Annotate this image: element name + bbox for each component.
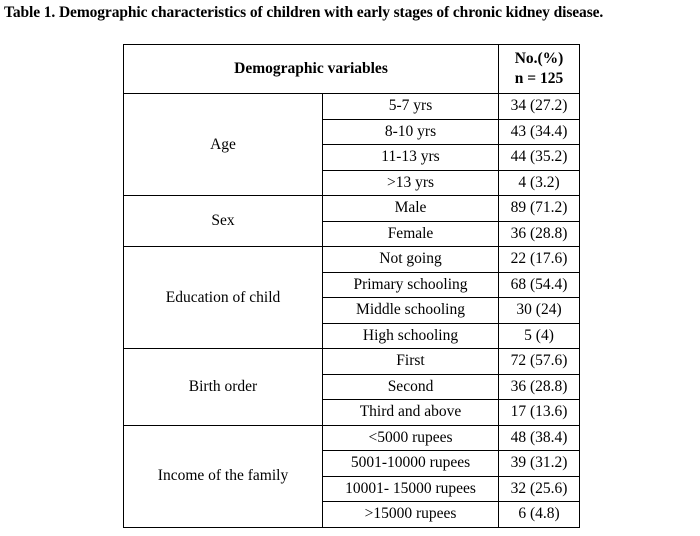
count-value: 48 (38.4)	[499, 425, 580, 451]
header-count	[499, 45, 580, 94]
group-label: Birth order	[124, 349, 323, 426]
category-label: 5-7 yrs	[323, 94, 499, 120]
category-label: Male	[323, 196, 499, 222]
count-value: 89 (71.2)	[499, 196, 580, 222]
count-value: 72 (57.6)	[499, 349, 580, 375]
table-row	[124, 247, 580, 273]
category-label: <5000 rupees	[323, 425, 499, 451]
category-label: 5001-10000 rupees	[323, 451, 499, 477]
count-value: 39 (31.2)	[499, 451, 580, 477]
category-label: >13 yrs	[323, 170, 499, 196]
group-label: Education of child	[124, 247, 323, 349]
count-value: 34 (27.2)	[499, 94, 580, 120]
category-label: >15000 rupees	[323, 502, 499, 528]
category-label: First	[323, 349, 499, 375]
category-label: 11-13 yrs	[323, 145, 499, 171]
count-value: 30 (24)	[499, 298, 580, 324]
table-body	[124, 94, 580, 528]
count-value: 5 (4)	[499, 323, 580, 349]
count-value: 4 (3.2)	[499, 170, 580, 196]
category-label: Second	[323, 374, 499, 400]
category-label: Primary schooling	[323, 272, 499, 298]
table-row	[124, 94, 580, 120]
category-label: Female	[323, 221, 499, 247]
demographics-table	[123, 44, 580, 528]
table-header-row	[124, 45, 580, 94]
count-value: 17 (13.6)	[499, 400, 580, 426]
header-demographic-variables: Demographic variables	[124, 45, 499, 94]
count-value: 68 (54.4)	[499, 272, 580, 298]
group-label: Sex	[124, 196, 323, 247]
table-row	[124, 425, 580, 451]
count-value: 6 (4.8)	[499, 502, 580, 528]
table-row	[124, 196, 580, 222]
table-row	[124, 349, 580, 375]
count-value: 43 (34.4)	[499, 119, 580, 145]
count-value: 22 (17.6)	[499, 247, 580, 273]
count-value: 36 (28.8)	[499, 221, 580, 247]
category-label: Third and above	[323, 400, 499, 426]
group-label: Income of the family	[124, 425, 323, 527]
group-label: Age	[124, 94, 323, 196]
category-label: Middle schooling	[323, 298, 499, 324]
category-label: 8-10 yrs	[323, 119, 499, 145]
table-caption: Table 1. Demographic characteristics of children with early stages of chronic kidney disease.	[4, 4, 604, 21]
header-count-n: n = 125	[514, 70, 564, 87]
header-count-label: No.(%)	[514, 50, 564, 67]
category-label: 10001- 15000 rupees	[323, 476, 499, 502]
category-label: High schooling	[323, 323, 499, 349]
count-value: 36 (28.8)	[499, 374, 580, 400]
category-label: Not going	[323, 247, 499, 273]
count-value: 44 (35.2)	[499, 145, 580, 171]
count-value: 32 (25.6)	[499, 476, 580, 502]
